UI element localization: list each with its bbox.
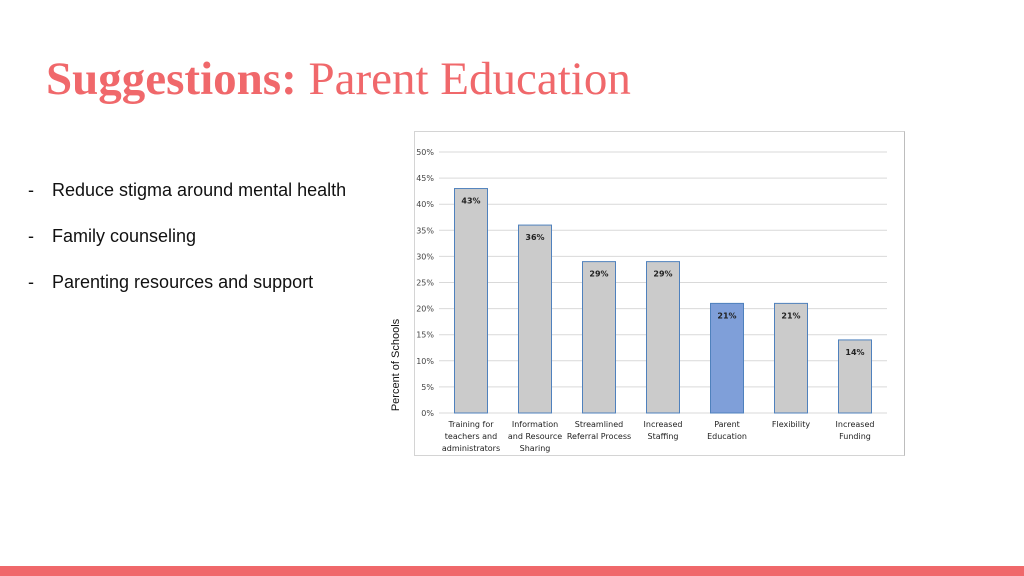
bullet-text: Reduce stigma around mental health [52,180,347,200]
y-tick-label: 50% [416,148,434,157]
data-label: 21% [717,311,737,321]
bullet-text: Parenting resources and support [52,272,314,292]
y-tick-label: 10% [416,356,434,366]
bullet-marker: - [28,272,34,292]
x-tick-label: Training for teachers and administrators [441,420,501,453]
bullet-text: Family counseling [52,226,197,246]
data-label: 21% [781,311,801,321]
slide-title [46,52,631,106]
bar [647,262,680,413]
chart-frame [414,131,905,456]
y-tick-label: 25% [416,278,434,288]
y-tick-label: 20% [416,304,434,314]
y-tick-label: 40% [416,200,434,210]
bullet-list [28,180,346,318]
x-tick-label: Streamlined Referral Process [566,420,632,441]
x-tick-label: Increased Funding [835,420,875,441]
title-rest-part: Parent Education [296,53,631,105]
y-tick-label: 5% [421,382,434,392]
data-label: 14% [845,347,865,357]
data-label: 29% [653,269,673,279]
bar [519,225,552,413]
bar [583,262,616,413]
bullet-item [28,180,346,226]
y-tick-label: 35% [416,226,434,236]
y-axis-label: Percent of Schools [390,318,402,412]
bullet-item [28,226,346,272]
data-label: 29% [589,269,609,279]
x-tick-label: Flexibility [771,420,811,429]
footer-accent-bar [0,566,1024,576]
y-tick-label: 45% [416,174,434,184]
bar-chart [415,132,906,457]
x-tick-label: Parent Education [707,420,747,441]
x-tick-label: Increased Staffing [643,420,683,441]
bullet-item [28,272,346,318]
y-tick-label: 0% [421,409,434,418]
bullet-marker: - [28,226,34,246]
bar [455,189,488,413]
data-label: 43% [461,196,481,206]
data-label: 36% [525,233,545,243]
y-axis-label-container [386,310,406,420]
x-tick-label: Information and Resource Sharing [507,420,563,453]
bullet-marker: - [28,180,34,200]
y-tick-label: 15% [416,330,434,340]
title-bold-part: Suggestions: [46,53,297,105]
y-tick-label: 30% [416,252,434,262]
